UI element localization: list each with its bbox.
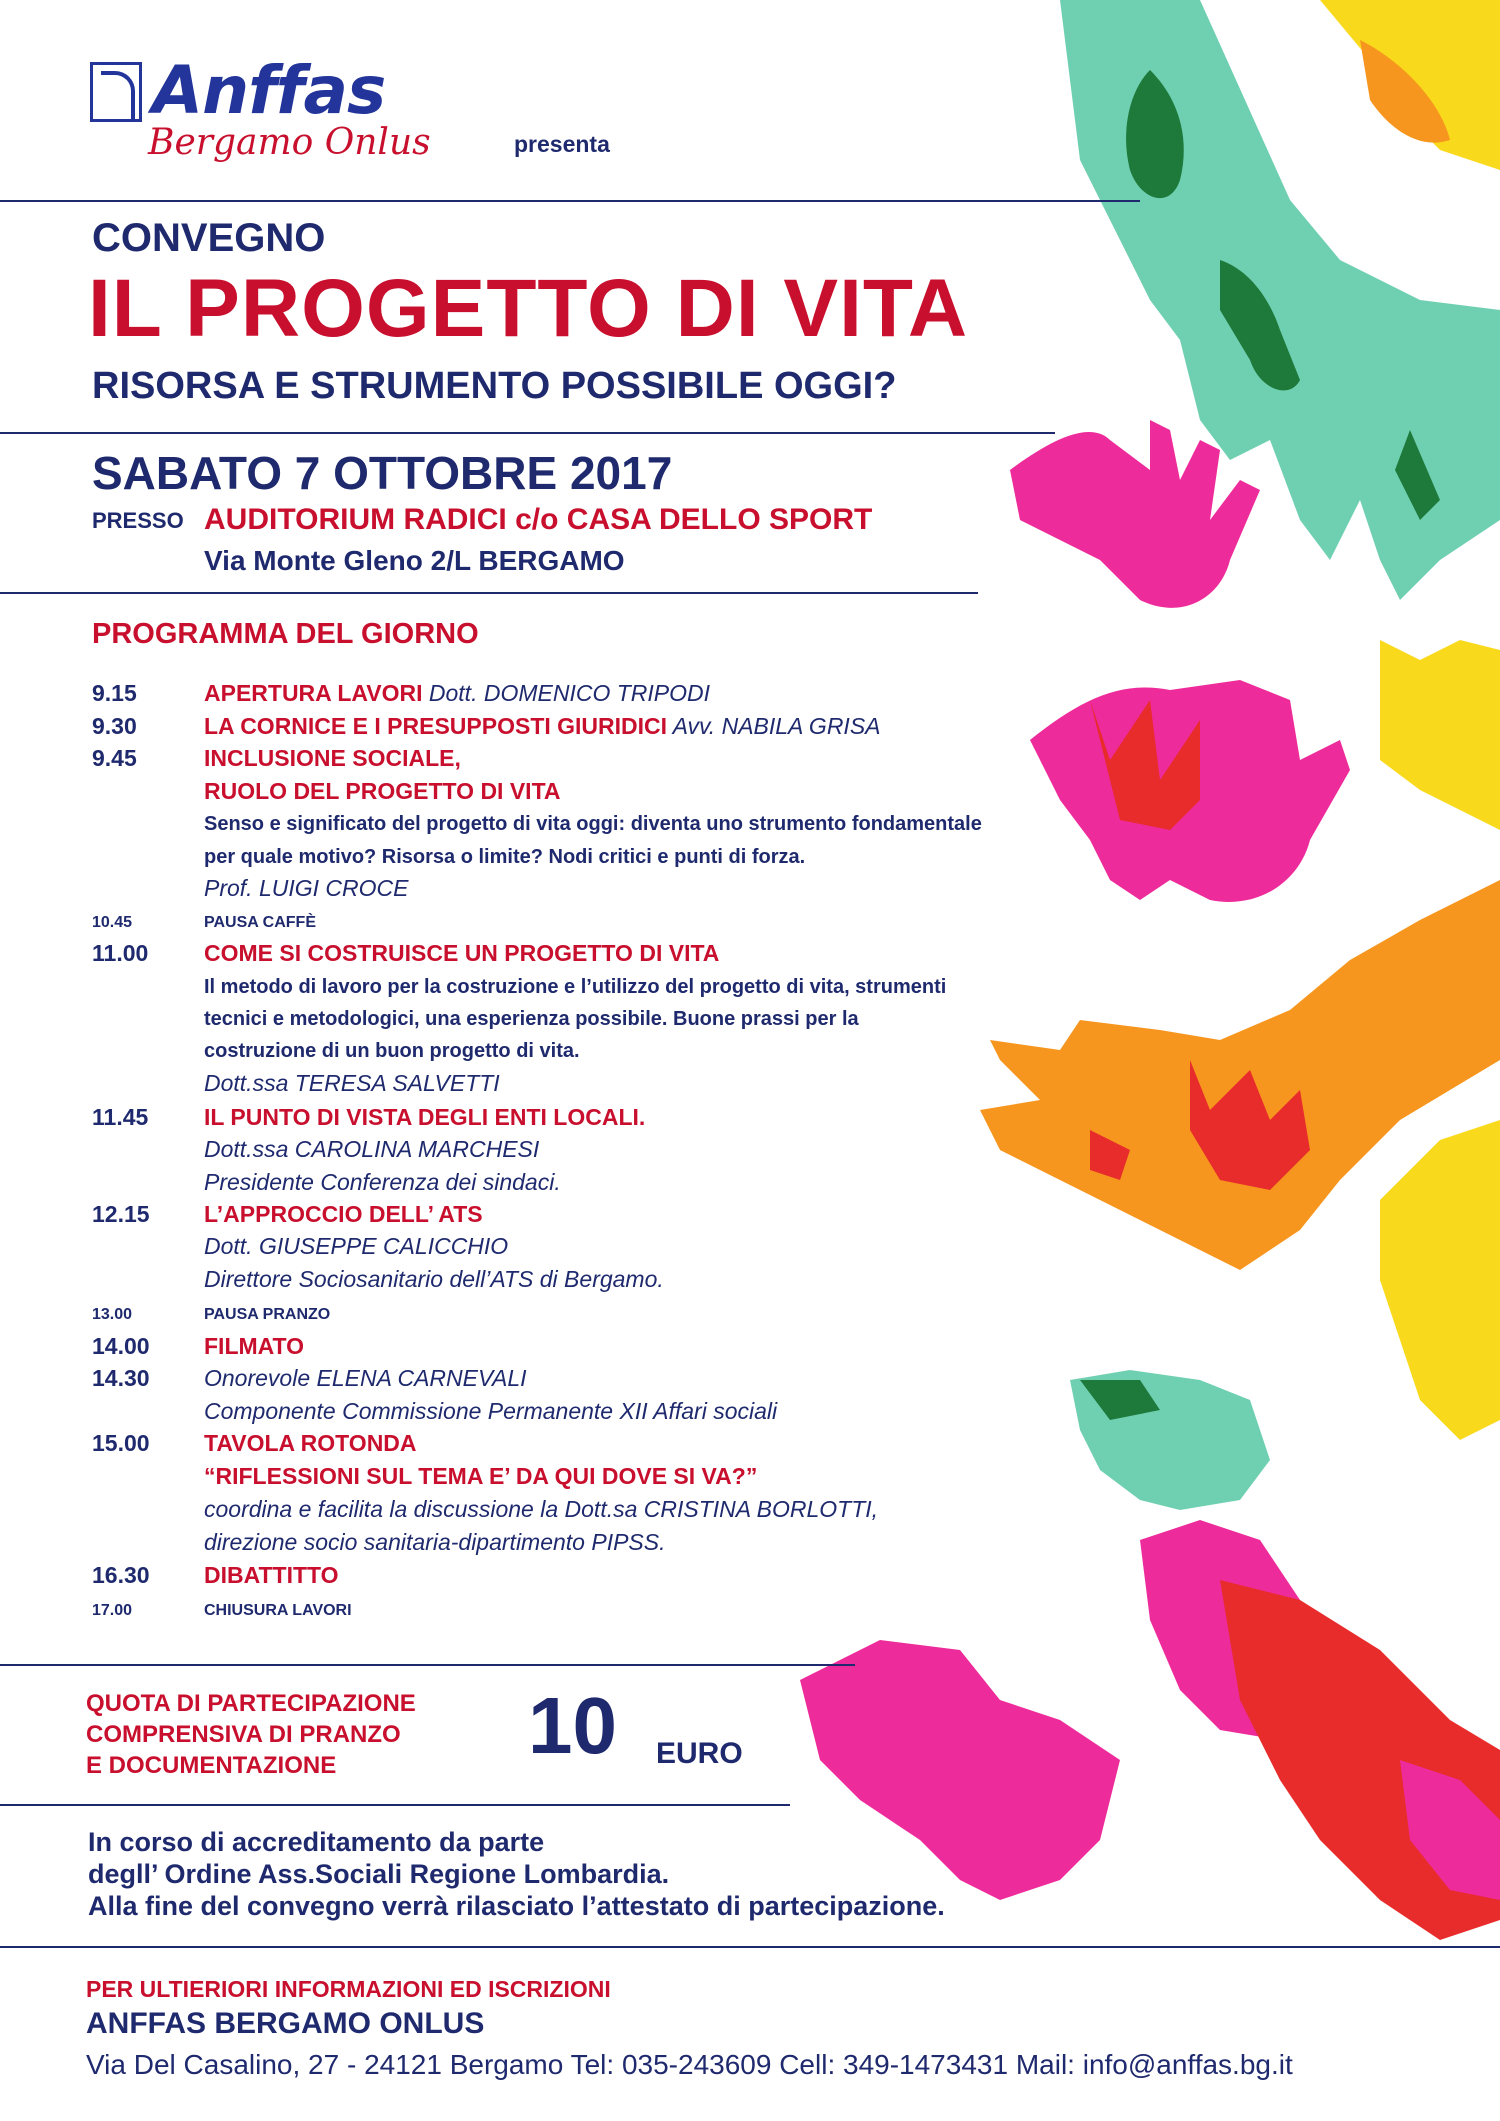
presenta-text: presenta: [514, 131, 610, 157]
program-desc: Il metodo di lavoro per la costruzione e l’utilizzo del progetto di vita, strumenti: [204, 976, 947, 998]
program-item: [204, 680, 710, 707]
divider: [0, 1804, 790, 1806]
program-time: 13.00: [92, 1306, 133, 1323]
info-label: PER ULTIERIORI INFORMAZIONI ED ISCRIZIONI: [86, 1976, 611, 2002]
divider: [0, 1664, 855, 1666]
program-desc: Senso e significato del progetto di vita oggi: diventa uno strumento fondamentale: [204, 813, 982, 835]
convegno-label: CONVEGNO: [92, 216, 326, 260]
program-title: PAUSA PRANZO: [204, 1306, 331, 1323]
program-title: PAUSA CAFFÈ: [204, 914, 316, 931]
program-speaker: Dott. DOMENICO TRIPODI: [422, 680, 711, 706]
program-title: APERTURA LAVORI: [204, 680, 423, 706]
program-title: INCLUSIONE SOCIALE,: [204, 745, 461, 771]
logo-mark-icon: [90, 62, 142, 122]
program-title-cont: “RIFLESSIONI SUL TEMA E’ DA QUI DOVE SI VA?”: [204, 1463, 758, 1489]
program-title: IL PUNTO DI VISTA DEGLI ENTI LOCALI.: [204, 1104, 646, 1130]
accreditation-line: Alla fine del convegno verrà rilasciato l’attestato di partecipazione.: [88, 1891, 945, 1921]
program-role: Componente Commissione Permanente XII Affari sociali: [204, 1398, 778, 1424]
org-name: ANFFAS BERGAMO ONLUS: [86, 2007, 485, 2040]
program-heading: PROGRAMMA DEL GIORNO: [92, 618, 479, 650]
fee-line: E DOCUMENTAZIONE: [86, 1752, 337, 1779]
program-time: 9.15: [92, 680, 137, 706]
divider: [0, 432, 1055, 434]
program-speaker: Dott.ssa CAROLINA MARCHESI: [204, 1136, 540, 1162]
logo-text: Anffas: [152, 52, 386, 129]
program-desc: tecnici e metodologici, una esperienza possibile. Buone prassi per la: [204, 1008, 859, 1030]
program-title: DIBATTITTO: [204, 1562, 339, 1588]
fee-label: [86, 1688, 416, 1781]
logo-subtext: Bergamo Onlus: [148, 122, 431, 163]
presso-label: PRESSO: [92, 508, 184, 533]
contact-info: Via Del Casalino, 27 - 24121 Bergamo Tel: 035-243609 Cell: 349-1473431 Mail: info@anffas.bg.it: [86, 2049, 1293, 2080]
program-title: FILMATO: [204, 1333, 305, 1359]
program-time: 14.00: [92, 1333, 150, 1359]
fee-currency: EURO: [656, 1737, 743, 1770]
fee-line: QUOTA DI PARTECIPAZIONE: [86, 1690, 416, 1717]
program-role: Presidente Conferenza dei sindaci.: [204, 1169, 561, 1195]
program-title: TAVOLA ROTONDA: [204, 1430, 417, 1456]
program-time: 16.30: [92, 1562, 150, 1588]
program-speaker: Onorevole ELENA CARNEVALI: [204, 1365, 527, 1391]
program-time: 15.00: [92, 1430, 150, 1456]
event-date: SABATO 7 OTTOBRE 2017: [92, 447, 673, 499]
fee-amount: 10: [528, 1681, 617, 1770]
program-speaker: Avv. NABILA GRISA: [667, 713, 881, 739]
program-title: COME SI COSTRUISCE UN PROGETTO DI VITA: [204, 940, 720, 966]
program-time: 11.00: [92, 940, 149, 966]
program-desc: costruzione di un buon progetto di vita.: [204, 1040, 580, 1062]
divider: [0, 1946, 1500, 1948]
accreditation-text: [88, 1826, 945, 1922]
program-role: coordina e facilita la discussione la Dott.sa CRISTINA BORLOTTI,: [204, 1496, 879, 1522]
program-title: L’APPROCCIO DELL’ ATS: [204, 1201, 483, 1227]
program-desc: per quale motivo? Risorsa o limite? Nodi critici e punti di forza.: [204, 846, 806, 868]
subtitle: RISORSA E STRUMENTO POSSIBILE OGGI?: [92, 365, 897, 407]
fee-line: COMPRENSIVA DI PRANZO: [86, 1721, 401, 1748]
program-time: 12.15: [92, 1201, 150, 1227]
program-speaker: Prof. LUIGI CROCE: [204, 875, 409, 901]
program-role: direzione socio sanitaria-dipartimento PIPSS.: [204, 1529, 666, 1555]
program-time: 10.45: [92, 914, 133, 931]
program-time: 9.45: [92, 745, 137, 771]
accreditation-line: In corso di accreditamento da parte: [88, 1827, 545, 1857]
program-item: [204, 713, 881, 740]
program-title: CHIUSURA LAVORI: [204, 1602, 352, 1619]
program-time: 11.45: [92, 1104, 149, 1130]
venue-address: Via Monte Gleno 2/L BERGAMO: [204, 545, 625, 576]
page-title: IL PROGETTO DI VITA: [88, 263, 969, 354]
program-speaker: Dott.ssa TERESA SALVETTI: [204, 1070, 500, 1096]
venue-name: AUDITORIUM RADICI c/o CASA DELLO SPORT: [204, 503, 873, 536]
program-time: 9.30: [92, 713, 137, 739]
program-role: Direttore Sociosanitario dell’ATS di Bergamo.: [204, 1266, 664, 1292]
program-title-cont: RUOLO DEL PROGETTO DI VITA: [204, 778, 561, 804]
divider: [0, 592, 978, 594]
program-title: LA CORNICE E I PRESUPPOSTI GIURIDICI: [204, 713, 668, 739]
divider: [0, 200, 1140, 202]
program-time: 14.30: [92, 1365, 150, 1391]
program-time: 17.00: [92, 1602, 133, 1619]
program-speaker: Dott. GIUSEPPE CALICCHIO: [204, 1233, 509, 1259]
accreditation-line: degll’ Ordine Ass.Sociali Regione Lombardia.: [88, 1859, 670, 1889]
